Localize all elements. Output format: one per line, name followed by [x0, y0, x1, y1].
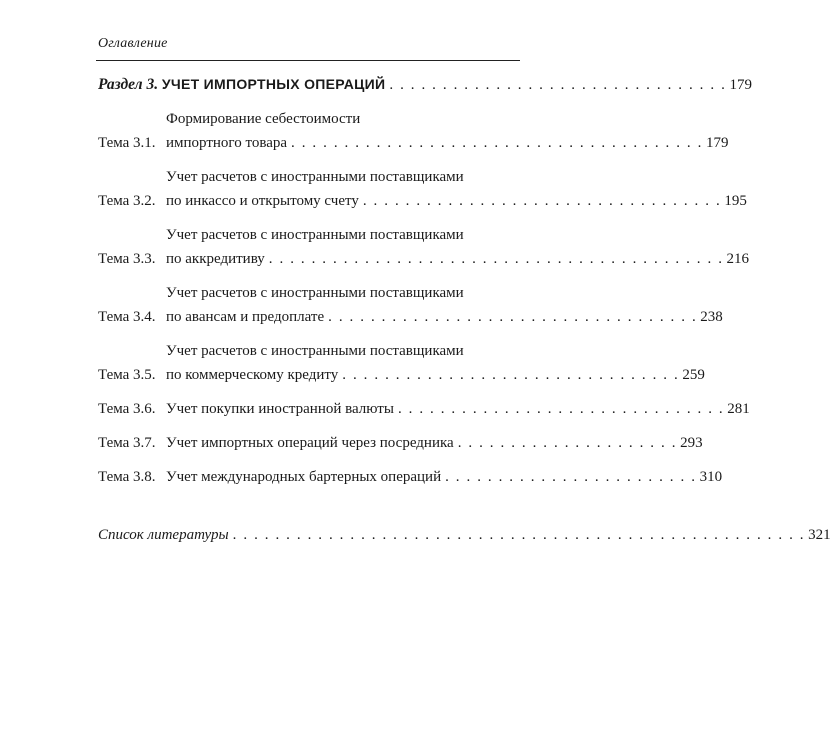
topic-number: Тема 3.4.: [98, 309, 156, 325]
page-number: 293: [680, 435, 703, 451]
topic-title-line: по коммерческому кредиту: [166, 367, 339, 383]
page-number: 216: [726, 251, 750, 267]
topic-title-line: Учет расчетов с иностранными поставщиками: [166, 169, 464, 185]
header-rule: [96, 60, 520, 61]
toc-topic-entry[interactable]: [98, 281, 723, 329]
dot-leader: . . . . . . . . . . . . . . . . . . . . . . . . . . . . . . . . . . . . . . . . . . . . . . . . . . . . . .: [232, 527, 806, 543]
topic-number: Тема 3.1.: [98, 135, 156, 151]
dot-leader: . . . . . . . . . . . . . . . . . . . . . . . . . . . . . . . . . . . . . . . . . . .: [268, 251, 724, 267]
topic-title-line: Учет покупки иностранной валюты: [166, 401, 394, 417]
topic-title-line: по аккредитиву: [166, 251, 265, 267]
topic-number: Тема 3.5.: [98, 367, 156, 383]
page-number: 310: [699, 469, 723, 485]
dot-leader: . . . . . . . . . . . . . . . . . . . . . . . . . . . . . . .: [397, 401, 725, 417]
toc-topic-entry[interactable]: [98, 397, 750, 421]
topic-title-line: по авансам и предоплате: [166, 309, 325, 325]
topic-title-line: по инкассо и открытому счету: [166, 193, 359, 209]
topic-number: Тема 3.3.: [98, 251, 156, 267]
toc-section-entry[interactable]: [98, 72, 752, 97]
toc-topic-entry[interactable]: [98, 431, 703, 455]
topic-number: Тема 3.6.: [98, 401, 156, 417]
topic-title-line: импортного товара: [166, 135, 288, 151]
dot-leader: . . . . . . . . . . . . . . . . . . . . . . . . . . . . . . . .: [342, 367, 680, 383]
running-head: Оглавление: [98, 36, 168, 51]
topic-title-line: Формирование себестоимости: [166, 111, 361, 127]
dot-leader: . . . . . . . . . . . . . . . . . . . . . . . . . . . . . . . . . . .: [328, 309, 698, 325]
page-number: 179: [729, 77, 752, 93]
dot-leader: . . . . . . . . . . . . . . . . . . . . . . . . . . . . . . . . . .: [362, 193, 722, 209]
dot-leader: . . . . . . . . . . . . . . . . . . . . . . . . . . . . . . . . . . . . . . .: [291, 135, 703, 151]
page-number: 259: [682, 367, 705, 383]
page-number: 321: [808, 527, 831, 543]
toc-topic-entry[interactable]: [98, 165, 747, 213]
topic-title-line: Учет расчетов с иностранными поставщиками: [166, 285, 464, 301]
toc-topic-entry[interactable]: [98, 465, 723, 489]
section-title: УЧЕТ ИМПОРТНЫХ ОПЕРАЦИЙ: [161, 76, 386, 92]
section-number: Раздел 3.: [98, 76, 159, 93]
toc-topic-entry[interactable]: [98, 107, 729, 155]
page-number: 195: [724, 193, 747, 209]
topic-number: Тема 3.8.: [98, 469, 156, 485]
dot-leader: . . . . . . . . . . . . . . . . . . . . . . . . . . . . . . . .: [389, 77, 727, 93]
topic-number: Тема 3.7.: [98, 435, 156, 451]
topic-number: Тема 3.2.: [98, 193, 156, 209]
toc-topic-entry[interactable]: [98, 223, 750, 271]
topic-title-line: Учет расчетов с иностранными поставщиками: [166, 343, 464, 359]
dot-leader: . . . . . . . . . . . . . . . . . . . . . . . .: [445, 469, 697, 485]
dot-leader: . . . . . . . . . . . . . . . . . . . . .: [457, 435, 678, 451]
page-number: 179: [705, 135, 729, 151]
toc-bibliography-entry[interactable]: [98, 523, 831, 547]
topic-title-line: Учет расчетов с иностранными поставщиками: [166, 227, 464, 243]
topic-title-line: Учет импортных операций через посредника: [166, 435, 454, 451]
toc-topic-entry[interactable]: [98, 339, 705, 387]
table-of-contents: [98, 72, 831, 547]
section-label: [98, 72, 385, 97]
bibliography-label: Список литературы: [98, 527, 229, 543]
page-number: 238: [700, 309, 723, 325]
topic-title-line: Учет международных бартерных операций: [166, 469, 442, 485]
page-number: 281: [727, 401, 750, 417]
